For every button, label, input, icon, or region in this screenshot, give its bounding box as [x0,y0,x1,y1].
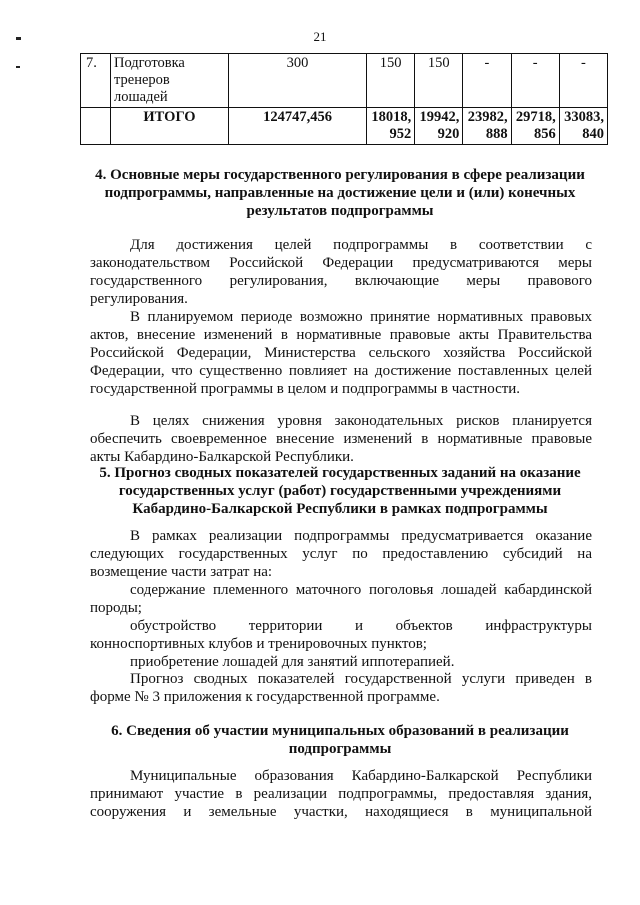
section-4-paragraph: Для достижения целей подпрограммы в соответствии с законодательством Российской Федерации предусматриваются меры государственного регулирования, включающие меры правового регулирования. [90,237,592,307]
budget-table [80,53,608,145]
section-4-paragraph: В целях снижения уровня законодательных рисков планируется обеспечить своевременное внесение изменений в нормативные правовые акты Кабардино-Балкарской Республики. [90,413,592,465]
section-6-paragraph: Муниципальные образования Кабардино-Балкарской Республики принимают участие в реализации подпрограммы, предоставляя здания, сооружения и земельные участки, находящиеся в муниципальной [90,768,592,820]
section-5-paragraph: приобретение лошадей для занятий иппотерапией. [130,654,455,670]
row-total-cell: 124747,456 [229,108,367,145]
table-row [81,54,608,108]
row-name-cell: ИТОГО [111,108,229,145]
row-total-cell: 300 [229,54,367,108]
section-4-heading: 4. Основные меры государственного регулирования в сфере реализации подпрограммы, направленные на достижение цели и (или) конечных результатов подпрограммы [95,167,585,219]
year-value-cell: 29718, 856 [511,108,559,145]
page-number: 21 [313,29,327,44]
row-number-cell: 7. [81,54,111,108]
year-value-cell: 23982, 888 [463,108,511,145]
scan-mark [16,37,21,40]
section-5-paragraph: Прогноз сводных показателей государственной услуги приведен в форме № 3 приложения к государственной программе. [90,671,592,705]
table-total-row [81,108,608,145]
year-value-cell: 33083, 840 [559,108,607,145]
year-value-cell: 19942, 920 [415,108,463,145]
section-5-paragraph: В рамках реализации подпрограммы предусматривается оказание следующих государственных услуг по предоставлению субсидий на возмещение части затрат на: [90,528,592,580]
year-value-cell: 150 [415,54,463,108]
year-value-cell: - [463,54,511,108]
scan-mark [16,66,20,68]
section-4-paragraph: В планируемом периоде возможно принятие нормативных правовых актов, внесение изменений в нормативные правовые акты Правительства Российской Федерации, Министерства сельского хозяйства Российской Федерации, что существенно повлияет на достижение поставленных целей государственной программы в целом и подпрограммы в частности. [90,309,592,397]
year-value-cell: - [559,54,607,108]
year-value-cell: 18018, 952 [367,108,415,145]
year-value-cell: 150 [367,54,415,108]
year-value-cell: - [511,54,559,108]
row-number-cell [81,108,111,145]
row-name-cell: Подготовка тренеров лошадей [111,54,229,108]
section-5-heading: 5. Прогноз сводных показателей государственных заданий на оказание государственных услуг (работ) государственными учреждениями Кабардино-Балкарской Республики в рамках подпрограммы [99,465,581,517]
section-6-heading: 6. Сведения об участии муниципальных образований в реализации подпрограммы [111,723,569,757]
section-5-paragraph: содержание племенного маточного поголовья лошадей кабардинской породы; [90,582,592,616]
section-5-paragraph: обустройство территории и объектов инфраструктуры конноспортивных клубов и тренировочных пунктов; [90,618,592,652]
